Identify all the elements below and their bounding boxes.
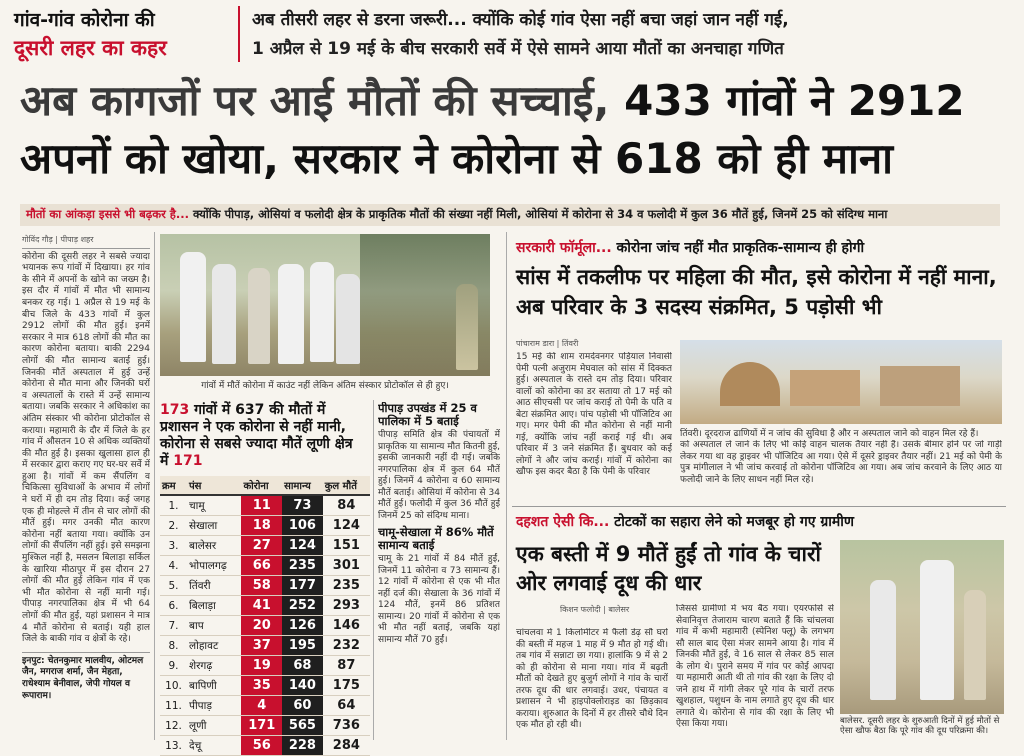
bottom-byline: किशन फलोदी | बालेसर: [560, 605, 630, 614]
row-index: 6.: [160, 596, 187, 616]
column-rule: [506, 232, 507, 740]
row-panchayat: देचू: [187, 736, 241, 756]
person-figure: [870, 580, 896, 700]
col-header: पंस: [187, 476, 241, 495]
column-rule: [154, 232, 155, 740]
row-total: 301: [323, 556, 370, 576]
row-normal: 228: [282, 736, 323, 756]
row-panchayat: बिलाड़ा: [187, 596, 241, 616]
subhead-line2: 1 अप्रैल से 19 मई के बीच सरकारी सर्वे में ऐसे सामने आया मौतों का अनचाहा गणित: [252, 39, 784, 59]
table-row: [160, 596, 370, 616]
table-title-red: 173: [160, 402, 190, 418]
row-panchayat: सेखाला: [187, 516, 241, 536]
ppe-figure: [180, 252, 206, 362]
row-normal: 126: [282, 616, 323, 636]
funeral-photo: [160, 234, 490, 376]
right-kicker-red: सरकारी फॉर्मूला...: [516, 240, 612, 256]
left-credit: इनपुट: चेतनकुमार मालवीय, ओटमल जैन, मगराज शर्मा, जैन मेहता, राधेश्याम बेनीवाल, जेपी गोयल व रूपाराम।: [22, 652, 150, 702]
table-row: [160, 736, 370, 756]
row-corona: 58: [241, 576, 282, 596]
right-byline: पांचाराम डारा | तिंवरी: [516, 339, 579, 348]
strip-red: मौतों का आंकड़ा इससे भी बढ़कर है...: [26, 207, 189, 221]
table-row: [160, 696, 370, 716]
row-total: 736: [323, 716, 370, 736]
col-header: कुल मौतें: [323, 476, 370, 495]
row-total: 87: [323, 656, 370, 676]
row-corona: 18: [241, 516, 282, 536]
row-index: 1.: [160, 495, 187, 516]
bottom-body-a: चांचलवा में 1 किलोमीटर में फैली डेढ़ सौ घरों की बस्ती में महज 1 माह में 9 मौत हो गई थी। तब गांव में सन्नाटा छा गया। हालांकि 9 में से 2 को ही कोरोना से माना गया। गांव में बढ़ती मौतों को देखते हुए बुजुर्ग लोगों ने गांव के चारों तरफ दूध की धार लगवाई। उधर, पंचायत व प्रशासन ने भी हाइपोक्लोराइड का छिड़काव कराया। शुरुआत के दिनों में हर तीसरे चौथे दिन एक मौत हो रही थी।: [516, 628, 668, 730]
hut-shape: [880, 366, 960, 406]
left-column: [22, 234, 150, 740]
row-index: 5.: [160, 576, 187, 596]
hut-shape: [790, 370, 860, 406]
table-row: [160, 556, 370, 576]
row-normal: 195: [282, 636, 323, 656]
row-normal: 177: [282, 576, 323, 596]
mid-column: [378, 402, 500, 740]
kicker-line1: गांव-गांव कोरोना की: [14, 9, 155, 31]
table-title: [160, 402, 365, 470]
row-panchayat: बापिणी: [187, 676, 241, 696]
row-normal: 252: [282, 596, 323, 616]
photo3-caption: बालेसर. दूसरी लहर के शुरुआती दिनों में हुई मौतों से ऐसा खौफ बैठा कि पूरे गांव की दूध परिक्रमा की।: [840, 716, 1000, 736]
bottom-body-b: जिससे ग्रामीणों में भय बैठ गया। एयरफोर्स से सेवानिवृत्त तेजाराम चारण बताते हैं कि चांचलवा गांव में कभी महामारी (स्पेनिश फ्लू) के लगभग सौ साल बाद ऐसा मंजर सामने आया है। गांव में जिनकी मौतें हुई, वे 16 साल से लेकर 85 साल के लोग थे। पुराने समय में गांव पर कोई आपदा या महामारी आती थी तो गांव की रक्षा के लिए दो जने हाथ में गांगी लेकर पूरे गांव के चारों तरफ खुशहाल, पशुधन के नाम लगाते हुए दूध की धार लगाते थे। कोरोना से गांव की रक्षा के लिए भी ऐसा किया गया।: [676, 604, 834, 729]
table-row: [160, 636, 370, 656]
row-corona: 20: [241, 616, 282, 636]
table-row: [160, 495, 370, 516]
row-index: 13.: [160, 736, 187, 756]
col-header: सामान्य: [282, 476, 323, 495]
row-corona: 27: [241, 536, 282, 556]
ppe-figure: [212, 264, 236, 364]
table-row: [160, 536, 370, 556]
mid-heading-1: पीपाड़ उपखंड में 25 व पालिका में 5 बताई: [378, 402, 477, 428]
bottom-headline: एक बस्ती में 9 मौतें हुईं तो गांव के चारों ओर लगवाई दूध की धार: [516, 542, 821, 595]
table-header-row: [160, 476, 370, 495]
bottom-kicker-rest: टोटकों का सहारा लेने को मजबूर हो गए ग्रामीण: [609, 514, 854, 530]
ppe-figure: [278, 264, 304, 364]
right-body-2: को अस्पताल ले जाने के लिए भी कोई वाहन चालक तैयार नहीं है। उसके बीमार होने पर जो गाड़ी लेकर गया था वह ड्राइवर भी पॉजिटिव आ गया। ऐसे में दूसरे ड्राइवर तैयार नहीं। 21 मई को पेमी के पुत्र मांगीलाल ने भी जांच करवाई तो कोरोना पॉजिटिव आ गया। अब जांच करवाने के लिए आठ या फलोदी जाने के लिए साधन नहीं मिल रहे।: [680, 440, 1002, 485]
row-panchayat: लूणी: [187, 716, 241, 736]
subhead1-rest: क्योंकि कोई गांव ऐसा नहीं बचा जहां जान नहीं गई,: [466, 10, 789, 30]
row-corona: 19: [241, 656, 282, 676]
row-index: 11.: [160, 696, 187, 716]
row-total: 84: [323, 495, 370, 516]
row-corona: 171: [241, 716, 282, 736]
ppe-figure: [310, 262, 334, 362]
row-panchayat: भोपालगढ़: [187, 556, 241, 576]
person-figure: [964, 590, 986, 700]
row-total: 146: [323, 616, 370, 636]
row-total: 232: [323, 636, 370, 656]
tree-foliage: [360, 234, 490, 376]
row-corona: 37: [241, 636, 282, 656]
person-figure: [248, 268, 270, 364]
row-corona: 41: [241, 596, 282, 616]
row-total: 151: [323, 536, 370, 556]
table-row: [160, 656, 370, 676]
mid-para-2: चामू के 21 गांवों में 84 मौतें हुईं, जिनमें 11 कोरोना व 73 सामान्य हैं। 12 गांवों में कोरोना से एक भी मौत नहीं दर्ज की। सेखाला के 36 गांवों में 124 मौतें, इनमें 86 प्रतिशत सामान्य। 20 गांवों में कोरोना से एक भी मौत नहीं बताई, जबकि यहां सामान्य मौतें 70 हुईं।: [378, 554, 500, 645]
strip-rest: क्योंकि पीपाड़, ओसियां व फलोदी क्षेत्र के प्राकृतिक मौतों की संख्या नहीं मिली, ओसियां में कोरोना से 34 व फलोदी में कुल 36 मौतें हुई, जिनमें 25 को संदिग्ध माना: [188, 207, 888, 221]
photo1-caption: गांवों में मौतें कोरोना में काउंट नहीं लेकिन अंतिम संस्कार प्रोटोकॉल से ही हुए।: [201, 381, 449, 391]
row-panchayat: चामू: [187, 495, 241, 516]
row-index: 4.: [160, 556, 187, 576]
table-row: [160, 576, 370, 596]
left-body: कोरोना की दूसरी लहर ने सबसे ज्यादा भयानक रूप गांवों में दिखाया। हर गांव के सीने में अपनों के खोने का जख्म है। इस दौर में गांवों में मौत भी सामान्य बनकर रह गई। 1 अप्रैल से 19 मई के बीच जिले के 433 गांवों में कुल 2912 लोगों की मौत हुई। इनमें सरकार ने मात्र 618 लोगों की मौत का कारण कोरोना बताया। बाकी 2294 लोगों की मौत सामान्य बताई हुई। जिनकी मौतें अस्पताल में हुई उन्हें कोरोना से मौत माना और जिनकी घरों व अस्पतालों के रास्ते में उन्हें सामान्य बताया। जबकि सरकार ने अधिकांश का अंतिम संस्कार भी कोरोना प्रोटोकॉल से कराया। महामारी के दौर में जिले के हर गांव में औसतन 10 से अधिक व्यक्तियों की मौत हुई है। इसका खुलासा हाल ही में सरकार द्वारा कराए गए घर-घर सर्वे में हुआ है। गांवों में कम सैंपलिंग व चिकित्सा सुविधाओं के अभाव में लोगों ने घरों में ही दम तोड़ दिया। कई जगह एक ही मोहल्ले में तीन से चार लोगों की मौतें हुई। मगर उनकी मौत कारण कोरोना नहीं बताया गया। क्योंकि उन लोगों की सैंपलिंग नहीं हुई। इसे समझना मुश्किल नहीं है, मसलन बिलाड़ा सर्किल के खारिया मीठापुर में इस दौरान 27 लोगों की मौत हुई लेकिन गांव में एक भी मौत कोरोना से नहीं मानी गई। पीपाड़ नगरपालिका क्षेत्र में भी 64 लोगों की मौत हुई, यहां प्रशासन ने मात्र 4 मौतें कोरोना से बताई। यही हाल जिले के बाकी गांव व क्षेत्रों के रहे।: [22, 251, 150, 645]
row-index: 8.: [160, 636, 187, 656]
row-total: 293: [323, 596, 370, 616]
main-headline: [20, 72, 1010, 188]
row-panchayat: तिंवरी: [187, 576, 241, 596]
row-index: 2.: [160, 516, 187, 536]
subhead-line1: [252, 7, 1012, 30]
bottom-kicker-red: दहशत ऐसी कि...: [516, 514, 610, 530]
ppe-figure: [336, 274, 360, 364]
row-normal: 124: [282, 536, 323, 556]
row-panchayat: पीपाड़: [187, 696, 241, 716]
row-panchayat: बालेसर: [187, 536, 241, 556]
row-corona: 56: [241, 736, 282, 756]
row-total: 64: [323, 696, 370, 716]
row-normal: 235: [282, 556, 323, 576]
right-body-1: 15 मई की शाम रामदेवनगर पड़ियाल निवासी पेमी पत्नी अजुराम मेघवाल को सांस में दिक्कत हुई। अस्पताल के रास्ते दम तोड़ दिया। परिवार वालों को कोरोना का डर सताया तो 17 मई को आठ सीएचसी पर जांच कराई तो पेमी के पति व बेटा संक्रमित आए। पांच पड़ोसी भी पॉजिटिव आ गए। मगर पेमी की मौत कोरोना से नहीं मानी गई, क्योंकि जांच नहीं कराई गई थी। अब परिवार में 3 जने संक्रमित हैं। बुधवार को कई लोगों ने और जांच कराई। गांवों में कोरोना का खौफ इस कदर बैठा है कि पेमी के परिवार: [516, 352, 672, 477]
row-index: 7.: [160, 616, 187, 636]
row-panchayat: शेरगढ़: [187, 656, 241, 676]
table-title-red2: 171: [173, 453, 203, 469]
row-normal: 106: [282, 516, 323, 536]
headline-part2: 433 गांवों ने 2912 अपनों को खोया, सरकार ने कोरोना से 618 को ही माना: [20, 76, 965, 183]
table-title-mid: गांवों में 637 की मौतों में प्रशासन ने एक कोरोना से नहीं मानी, कोरोना से सबसे ज्यादा मौतें लूणी क्षेत्र में: [160, 402, 353, 469]
bottom-kicker: [516, 512, 854, 531]
deaths-table: [160, 476, 370, 756]
col-header: कोरोना: [241, 476, 282, 495]
row-total: 284: [323, 736, 370, 756]
kicker-divider: [238, 6, 240, 62]
subhead1-bold: अब तीसरी लहर से डरना जरूरी...: [252, 10, 467, 30]
column-rule: [373, 400, 374, 740]
row-total: 175: [323, 676, 370, 696]
row-index: 12.: [160, 716, 187, 736]
row-normal: 60: [282, 696, 323, 716]
right-headline: सांस में तकलीफ पर महिला की मौत, इसे कोरोना में नहीं माना, अब परिवार के 3 सदस्य संक्रमित, 5 पड़ोसी भी: [516, 265, 997, 319]
headline-part1: अब कागजों पर आई मौतों की सच्चाई,: [20, 76, 625, 125]
row-panchayat: बाप: [187, 616, 241, 636]
row-index: 10.: [160, 676, 187, 696]
row-normal: 140: [282, 676, 323, 696]
villagers-photo: [840, 540, 1004, 714]
mid-para-1: पीपाड़ समिति क्षेत्र की पंचायतों में प्राकृतिक या सामान्य मौत कितनी हुई, इसकी जानकारी नहीं दी गई। जबकि नगरपालिका क्षेत्र में कुल 64 मौतें हुई। जिनमें 4 कोरोना व 60 सामान्य मौतें बताई। ओसियां में कोरोना से 34 मौतें हुई। फलोदी में कुल 36 मौतें हुई जिनमें 25 को संदिग्ध माना।: [378, 430, 500, 521]
left-byline: गोविंद गौड़ | पीपाड़ शहर: [22, 234, 150, 249]
row-corona: 11: [241, 495, 282, 516]
row-total: 124: [323, 516, 370, 536]
row-corona: 35: [241, 676, 282, 696]
table-row: [160, 716, 370, 736]
table-row: [160, 676, 370, 696]
mid-heading-2: चामू-सेखाला में 86% मौतें सामान्य बताई: [378, 525, 494, 552]
row-index: 9.: [160, 656, 187, 676]
hut-shape: [720, 362, 780, 406]
col-header: क्रम: [160, 476, 187, 495]
person-figure: [920, 560, 954, 700]
row-normal: 68: [282, 656, 323, 676]
table-row: [160, 516, 370, 536]
village-huts-photo: [680, 340, 1002, 424]
row-corona: 4: [241, 696, 282, 716]
photo2-caption: तिंवरी। दूरदराज ढाणियों में न जांच की सुविधा है और न अस्पताल जाने को वाहन मिल रहे हैं।: [680, 429, 979, 439]
kicker-line2: दूसरी लहर का कहर: [14, 36, 167, 60]
row-index: 3.: [160, 536, 187, 556]
right-kicker-rest: कोरोना जांच नहीं मौत प्राकृतिक-सामान्य ही होगी: [611, 240, 865, 256]
row-normal: 73: [282, 495, 323, 516]
row-panchayat: लोहावट: [187, 636, 241, 656]
row-total: 235: [323, 576, 370, 596]
row-normal: 565: [282, 716, 323, 736]
right-kicker: [516, 238, 864, 257]
info-strip: [20, 204, 1000, 226]
story-separator: [512, 506, 1006, 507]
row-corona: 66: [241, 556, 282, 576]
table-row: [160, 616, 370, 636]
